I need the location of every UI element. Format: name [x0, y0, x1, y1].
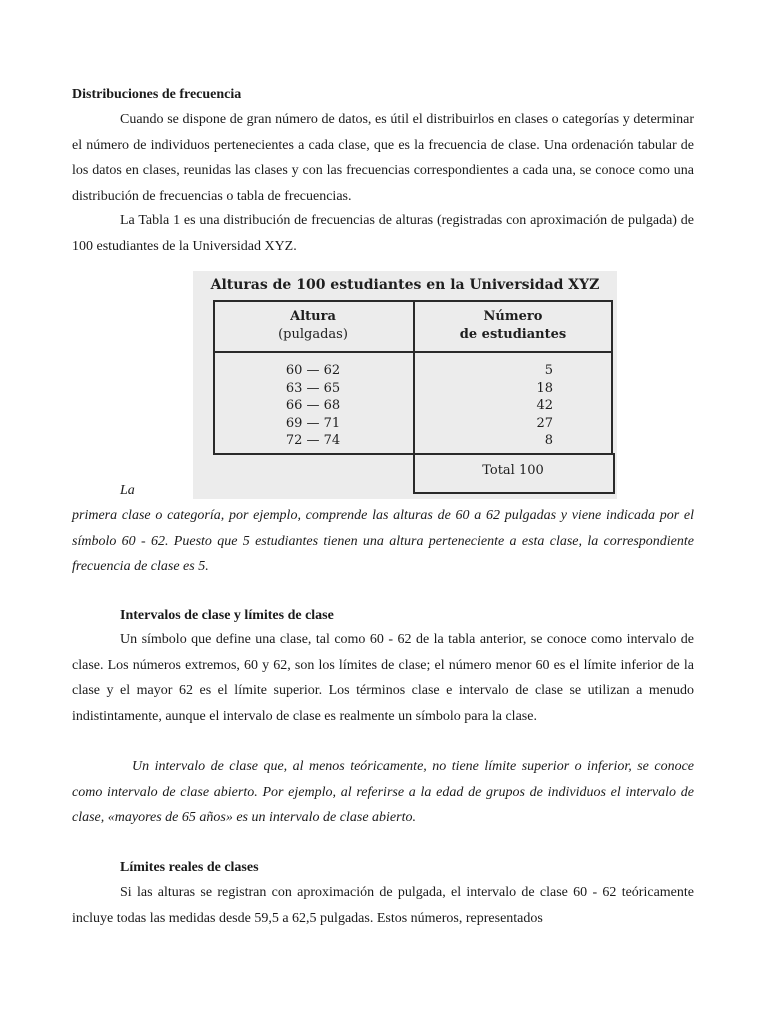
paragraph-intro: Cuando se dispone de gran número de datos, es útil el distribuirlos en clases o categorías y determinar el número de individuos pertenecientes a cada clase, que es la frecuencia de clase. Una ordenación tabular de los datos en clases, reunidas las clases y con las frecuencias correspondientes a cada una, se conoce como una distribución de frecuencias o tabla de frecuencias.	[72, 112, 694, 204]
column-estudiantes	[413, 362, 553, 450]
paragraph-intervalo-definicion: Un símbolo que define una clase, tal como 60 - 62 de la tabla anterior, se conoce como intervalo de clase. Los números extremos, 60 y 62, son los límites de clase; el número menor 60 es el límite inferior de la clase y el mayor 62 es el límite superior. Los términos clase e intervalo de clase se utilizan a menudo indistintamente, aunque el intervalo de clase es realmente un símbolo para la clase.	[72, 632, 694, 724]
paragraph-primera-clase: primera clase o categoría, por ejemplo, comprende las alturas de 60 a 62 pulgadas y viene indicada por el símbolo 60 - 62. Puesto que 5 estudiantes tienen una altura perteneciente a esta clase, la correspondiente frecuencia de clase es 5.	[72, 508, 694, 574]
paragraph-tabla-ref: La Tabla 1 es una distribución de frecuencias de alturas (registradas con aproximación de pulgada) de 100 estudiantes de la Universidad XYZ.	[72, 213, 694, 254]
col-header-numero: Número de estudiantes	[459, 309, 567, 342]
table-cell-count: 42	[536, 398, 553, 414]
column-alturas	[213, 362, 413, 450]
table-cell-range: 63 — 65	[285, 380, 341, 396]
frequency-table	[213, 300, 615, 494]
table-title: Alturas de 100 estudiantes en la Universidad XYZ	[210, 277, 600, 293]
table-cell-range: 66 — 68	[285, 398, 341, 414]
table-cell-range: 60 — 62	[285, 363, 341, 378]
heading-intervalos: Intervalos de clase y límites de clase	[120, 608, 334, 623]
heading-distribuciones: Distribuciones de frecuencia	[72, 87, 242, 102]
table-cell-count: 5	[544, 363, 553, 378]
paragraph-lead-la: La	[120, 483, 135, 498]
table-cell-count: 8	[544, 433, 553, 449]
table-total: Total 100	[482, 463, 544, 478]
paragraph-limites-reales: Si las alturas se registran con aproximación de pulgada, el intervalo de clase 60 - 62 teóricamente incluye todas las medidas desde 59,5 a 62,5 pulgadas. Estos números, representados	[72, 885, 694, 926]
table-cell-count: 18	[536, 380, 553, 396]
table-cell-count: 27	[536, 415, 553, 431]
col-header-altura: Altura (pulgadas)	[278, 309, 348, 342]
paragraph-intervalo-abierto: Un intervalo de clase que, al menos teóricamente, no tiene límite superior o inferior, se conoce como intervalo de clase abierto. Por ejemplo, al referirse a la edad de grupos de individuos el intervalo de clase, «mayores de 65 años» es un intervalo de clase abierto.	[72, 759, 694, 825]
table-cell-range: 72 — 74	[285, 433, 341, 449]
frequency-table-image	[193, 271, 617, 499]
heading-limites-reales: Límites reales de clases	[120, 860, 259, 875]
table-cell-range: 69 — 71	[285, 415, 341, 431]
